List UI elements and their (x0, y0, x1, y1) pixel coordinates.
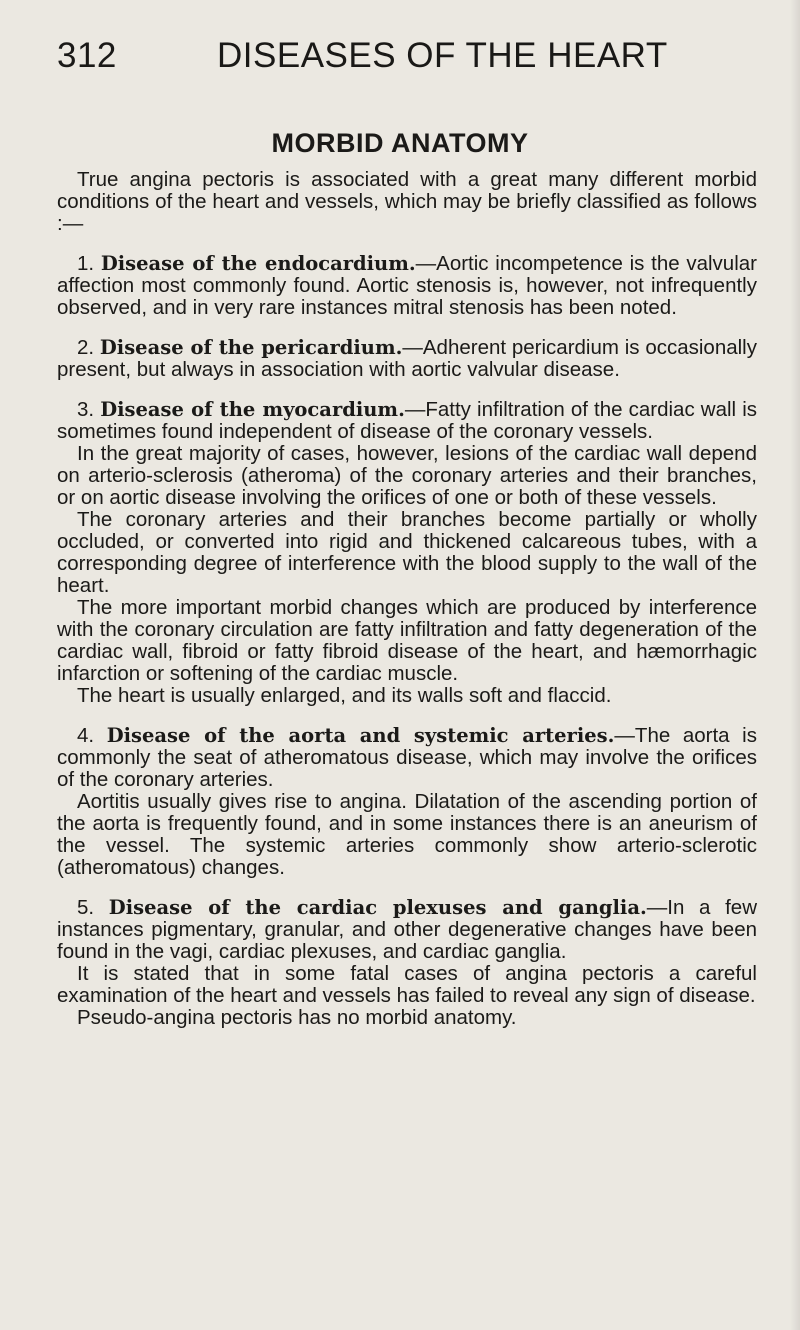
item-4-continuation-1: Aortitis usually gives rise to angina. Dilatation of the ascending portion of the aorta is frequently found, and in some instances there is an aneurism of the vessel. The systemic arteries commonly show arterio-sclerotic (atheromatous) changes. (57, 790, 757, 879)
item-3-text: —Fatty infiltration of the cardiac wall is sometimes found independent of disease of the coronary vessels. (57, 398, 757, 443)
body-text (57, 169, 757, 1029)
item-5-heading: Disease of the cardiac plexuses and ganglia. (108, 896, 647, 919)
item-2-text: —Adherent pericardium is occasionally present, but always in association with aortic valvular disease. (57, 336, 757, 381)
item-3-continuation-1: In the great majority of cases, however, lesions of the cardiac wall depend on arterio-sclerosis (atheroma) of the coronary arteries and their branches, or on aortic disease involving the orifices of one or both of these vessels. (57, 442, 757, 509)
item-4-paragraph (57, 725, 757, 791)
item-4-heading: Disease of the aorta and systemic arteries. (106, 724, 615, 747)
item-1-heading: Disease of the endocardium. (100, 252, 416, 275)
item-5-continuation-1: It is stated that in some fatal cases of angina pectoris a careful examination of the heart and vessels has failed to reveal any sign of disease. (57, 962, 757, 1007)
page-number: 312 (57, 36, 117, 75)
running-header (57, 36, 757, 76)
item-2-paragraph (57, 337, 757, 381)
item-3-heading: Disease of the myocardium. (100, 398, 405, 421)
item-3-continuation-2: The coronary arteries and their branches become partially or wholly occluded, or converted into rigid and thickened calcareous tubes, with a corresponding degree of interference with the blood supply to the wall of the heart. (57, 508, 757, 597)
item-5-continuation-2: Pseudo-angina pectoris has no morbid anatomy. (77, 1006, 517, 1029)
item-3-continuation-4: The heart is usually enlarged, and its walls soft and flaccid. (77, 684, 612, 707)
item-4-text: —The aorta is commonly the seat of atheromatous disease, which may involve the orifices of the coronary arteries. (57, 724, 757, 791)
item-5-text: —In a few instances pigmentary, granular, and other degenerative changes have been found in the vagi, cardiac plexuses, and cardiac ganglia. (57, 896, 757, 963)
section-title: MORBID ANATOMY (271, 128, 529, 158)
item-3-continuation-3: The more important morbid changes which are produced by interference with the coronary circulation are fatty infiltration and fatty degeneration of the cardiac wall, fibroid or fatty fibroid disease of the heart, and hæmorrhagic infarction or softening of the cardiac muscle. (57, 596, 757, 685)
item-2-number: 2. (77, 336, 95, 359)
item-1-paragraph (57, 253, 757, 319)
running-title: DISEASES OF THE HEART (217, 36, 668, 75)
page-edge-shadow (790, 0, 800, 1330)
item-5-paragraph (57, 897, 757, 963)
item-3-paragraph (57, 399, 757, 443)
item-3-number: 3. (77, 398, 95, 421)
item-1-text: —Aortic incompetence is the valvular affection most commonly found. Aortic stenosis is, however, not infrequently observed, and in very rare instances mitral stenosis has been noted. (57, 252, 757, 319)
item-1-number: 1. (77, 252, 95, 275)
item-4-number: 4. (77, 724, 95, 747)
item-2-heading: Disease of the pericardium. (99, 336, 403, 359)
intro-paragraph: True angina pectoris is associated with a great many different morbid conditions of the heart and vessels, which may be briefly classified as follows :— (57, 168, 757, 235)
item-5-number: 5. (77, 896, 95, 919)
